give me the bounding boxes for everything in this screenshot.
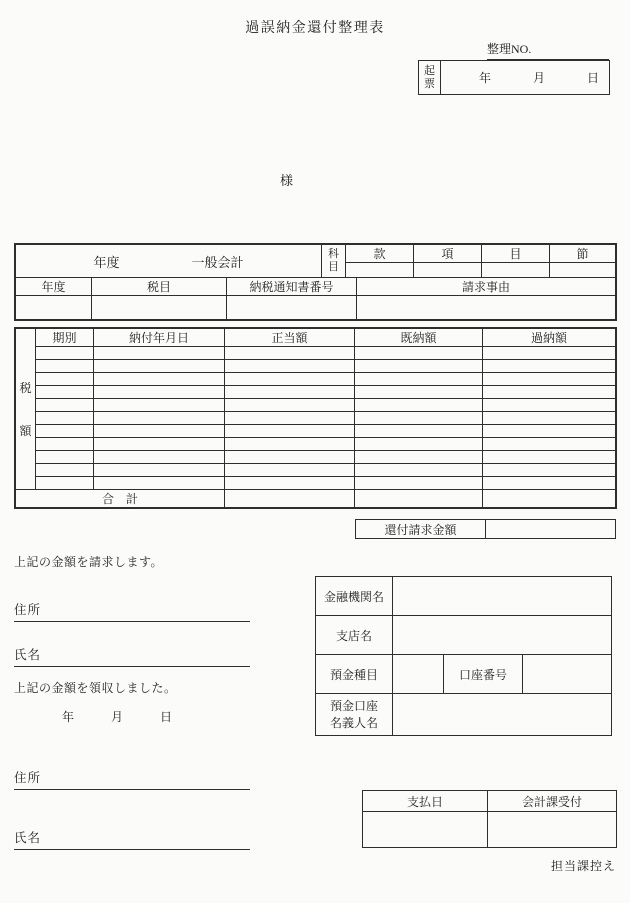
tax-cell [225, 360, 355, 373]
control-number-label: 整理NO. [487, 42, 532, 56]
budget-col-moku: 目 [482, 245, 550, 263]
tax-side-char1: 税 [19, 381, 32, 395]
total-overpaid-cell [483, 490, 616, 508]
tax-header-period: 期別 [36, 329, 94, 347]
tax-cell [94, 412, 225, 425]
institution-value [393, 577, 612, 616]
request-statement: 上記の金額を請求します。 [14, 555, 164, 569]
tax-cell [355, 412, 483, 425]
general-account-label: 一般会計 [191, 254, 244, 270]
tax-amount-table [14, 327, 617, 509]
tax-row [16, 477, 616, 490]
tax-cell [483, 360, 616, 373]
tax-cell [225, 412, 355, 425]
tax-cell [483, 464, 616, 477]
tax-cell [36, 412, 94, 425]
budget-value-moku [482, 263, 550, 278]
tax-cell [483, 347, 616, 360]
tax-cell [355, 425, 483, 438]
budget-value-kan [346, 263, 414, 278]
tax-cell [225, 425, 355, 438]
accounting-receipt-header: 会計課受付 [488, 791, 617, 812]
tax-cell [355, 438, 483, 451]
tax-row [16, 464, 616, 477]
tax-cell [94, 399, 225, 412]
tax-cell [225, 464, 355, 477]
tax-amount-side-label [16, 329, 36, 490]
tax-cell [36, 451, 94, 464]
receipt-month-label: 月 [111, 710, 124, 724]
tax-cell [225, 373, 355, 386]
draft-year-label: 年 [479, 71, 492, 85]
subject-vertical-label [322, 245, 346, 278]
branch-value [393, 616, 612, 655]
budget-col-kan: 款 [346, 245, 414, 263]
tax-cell [225, 347, 355, 360]
tax-cell [355, 451, 483, 464]
total-paid-cell [355, 490, 483, 508]
payment-date-value [363, 812, 488, 848]
draft-month-label: 月 [532, 71, 545, 85]
detail-value-taxitem [92, 296, 227, 320]
tax-cell [36, 386, 94, 399]
detail-value-noticeno [227, 296, 357, 320]
tax-cell [483, 373, 616, 386]
holder-name-label [316, 694, 393, 736]
bank-account-table [315, 576, 612, 736]
receipt-statement: 上記の金額を領収しました。 [14, 681, 177, 695]
detail-header-taxitem: 税目 [92, 278, 227, 296]
tax-cell [483, 386, 616, 399]
tax-cell [355, 373, 483, 386]
tax-cell [94, 373, 225, 386]
name-field-1 [14, 645, 250, 667]
refund-claim-value [486, 520, 616, 539]
detail-value-year [16, 296, 92, 320]
draft-label-char1: 起 [424, 64, 435, 77]
tax-cell [483, 425, 616, 438]
refund-claim-label: 還付請求金額 [356, 520, 486, 539]
addressee-suffix: 様 [280, 173, 294, 188]
tax-cell [94, 464, 225, 477]
branch-label: 支店名 [316, 616, 393, 655]
address-label-2: 住所 [14, 771, 42, 785]
deposit-type-label: 預金種目 [316, 655, 393, 694]
tax-cell [355, 386, 483, 399]
detail-value-reason [357, 296, 616, 320]
tax-header-paid: 既納額 [355, 329, 483, 347]
total-label-cell: 合 計 [16, 490, 225, 508]
tax-row [16, 373, 616, 386]
total-correct-cell [225, 490, 355, 508]
tax-cell [355, 347, 483, 360]
fiscal-year-account-cell [16, 245, 322, 278]
tax-row [16, 425, 616, 438]
deposit-type-value [393, 655, 444, 694]
accounting-receipt-value [488, 812, 617, 848]
budget-value-kou [414, 263, 482, 278]
receipt-date-line [14, 708, 172, 725]
detail-header-reason: 請求事由 [357, 278, 616, 296]
address-field-2 [14, 768, 250, 790]
draft-day-label: 日 [586, 71, 599, 85]
address-field-1 [14, 600, 250, 622]
detail-header-noticeno: 納税通知書番号 [227, 278, 357, 296]
budget-col-kou: 項 [414, 245, 482, 263]
fiscal-year-label: 年度 [93, 254, 120, 270]
control-number-field [487, 40, 609, 60]
draft-date-box [418, 60, 610, 95]
tax-cell [483, 412, 616, 425]
payment-table [362, 790, 617, 848]
holder-label-line2: 名義人名 [329, 715, 378, 730]
budget-value-setsu [550, 263, 616, 278]
tax-cell [36, 360, 94, 373]
name-label-2: 氏名 [14, 831, 42, 845]
detail-header-year: 年度 [16, 278, 92, 296]
holder-label-line1: 預金口座 [329, 699, 378, 714]
tax-cell [94, 438, 225, 451]
tax-cell [355, 464, 483, 477]
tax-cell [36, 438, 94, 451]
draft-date-cell [441, 61, 610, 95]
tax-cell [36, 373, 94, 386]
tax-cell [225, 451, 355, 464]
tax-cell [36, 464, 94, 477]
budget-col-setsu: 節 [550, 245, 616, 263]
draft-label-cell [419, 61, 441, 95]
holder-name-value [393, 694, 612, 736]
payment-date-header: 支払日 [363, 791, 488, 812]
tax-row [16, 347, 616, 360]
tax-cell [36, 347, 94, 360]
tax-row [16, 412, 616, 425]
receipt-day-label: 日 [160, 710, 173, 724]
tax-cell [36, 425, 94, 438]
tax-cell [355, 477, 483, 490]
copy-note: 担当課控え [551, 859, 617, 873]
tax-row [16, 451, 616, 464]
tax-cell [483, 399, 616, 412]
tax-cell [36, 399, 94, 412]
tax-cell [94, 347, 225, 360]
tax-row [16, 360, 616, 373]
tax-cell [355, 399, 483, 412]
account-number-value [523, 655, 612, 694]
refund-claim-box [355, 519, 616, 539]
form-title: 過誤納金還付整理表 [245, 21, 385, 36]
name-field-2 [14, 828, 250, 850]
tax-cell [94, 477, 225, 490]
tax-cell [36, 477, 94, 490]
account-number-label: 口座番号 [444, 655, 523, 694]
institution-label: 金融機関名 [316, 577, 393, 616]
tax-cell [483, 477, 616, 490]
tax-row [16, 386, 616, 399]
tax-cell [225, 386, 355, 399]
tax-cell [94, 360, 225, 373]
tax-cell [483, 438, 616, 451]
subject-char2: 目 [328, 261, 339, 273]
tax-cell [483, 451, 616, 464]
tax-header-paydate: 納付年月日 [94, 329, 225, 347]
draft-label-char2: 票 [424, 77, 435, 90]
tax-cell [225, 477, 355, 490]
tax-row [16, 438, 616, 451]
account-header-table [14, 243, 617, 321]
address-label-1: 住所 [14, 603, 42, 617]
subject-char1: 科 [328, 248, 339, 261]
tax-cell [355, 360, 483, 373]
tax-cell [225, 399, 355, 412]
tax-cell [225, 438, 355, 451]
tax-cell [94, 451, 225, 464]
receipt-year-label: 年 [62, 710, 75, 724]
tax-cell [94, 425, 225, 438]
tax-header-correct: 正当額 [225, 329, 355, 347]
tax-cell [94, 386, 225, 399]
tax-row [16, 399, 616, 412]
tax-header-overpaid: 過納額 [483, 329, 616, 347]
tax-side-char2: 額 [19, 424, 32, 438]
name-label-1: 氏名 [14, 648, 42, 662]
